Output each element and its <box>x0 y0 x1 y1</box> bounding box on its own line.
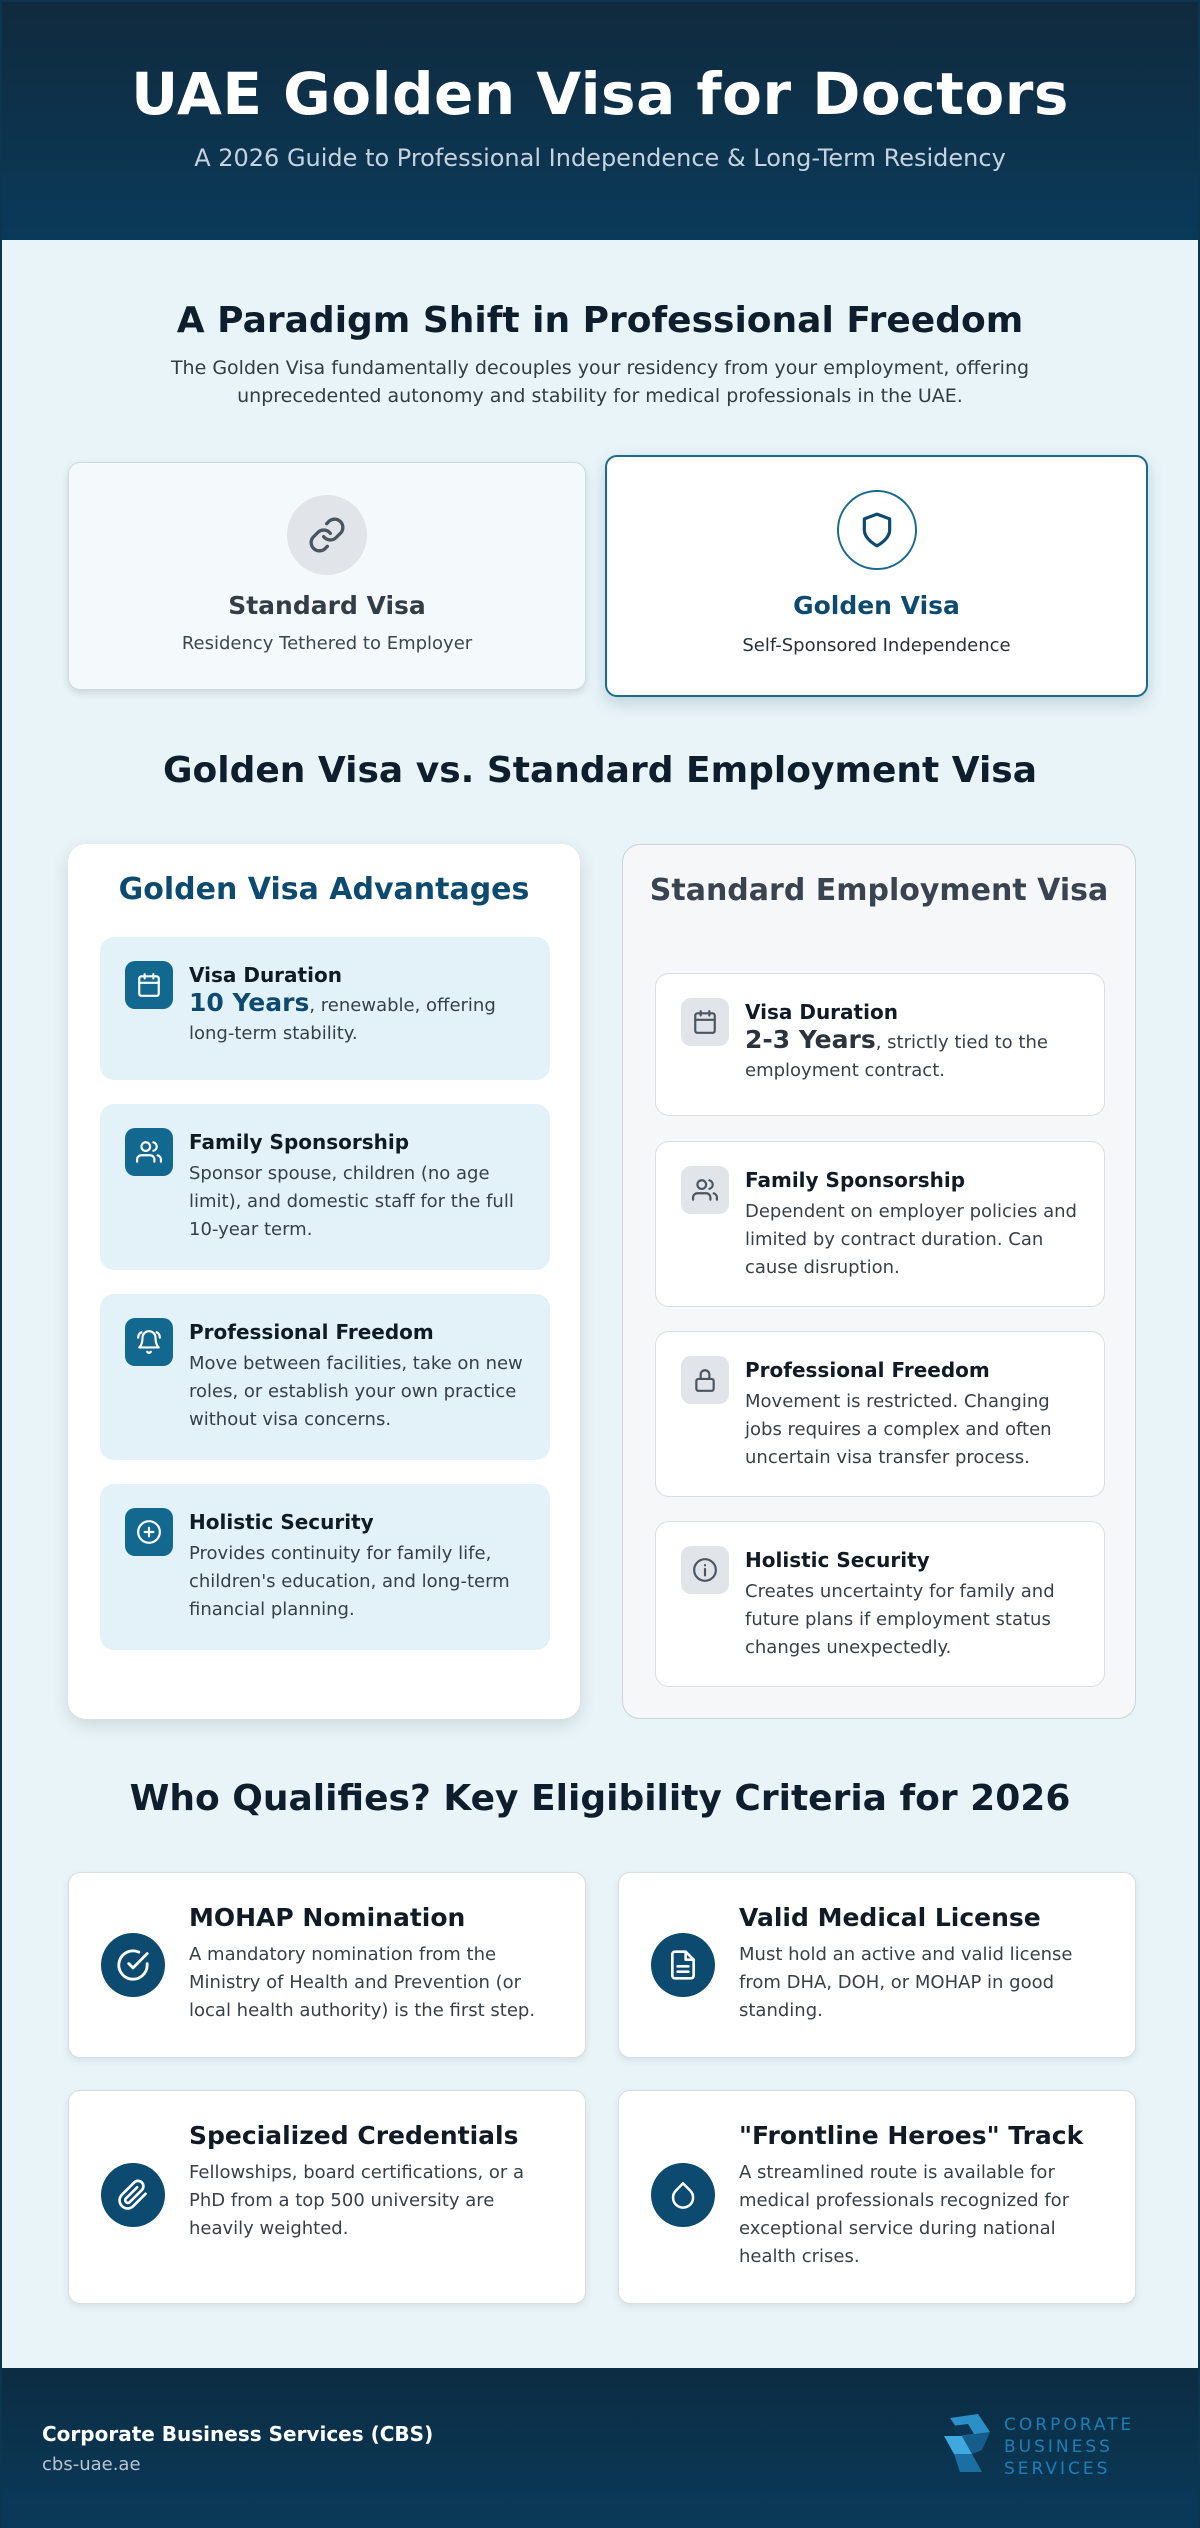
shield-icon <box>837 490 917 570</box>
eligibility-card-text: A mandatory nomination from the Ministry of Health and Prevention (or local health authority) is the first step. <box>189 1944 536 2021</box>
item-text <box>745 1026 1086 1085</box>
item-title: Family Sponsorship <box>745 1168 966 1192</box>
standard-visa-title: Standard Visa <box>228 591 426 620</box>
standard-item-family <box>655 1141 1105 1307</box>
standard-visa-subtitle: Residency Tethered to Employer <box>181 633 473 654</box>
eligibility-card-credentials <box>68 2090 586 2304</box>
footer-company: Corporate Business Services (CBS) <box>42 2422 434 2446</box>
link-icon <box>287 495 367 575</box>
logo-mark-icon <box>938 2414 996 2478</box>
golden-column-title: Golden Visa Advantages <box>118 872 530 907</box>
item-title: Visa Duration <box>745 1000 898 1024</box>
item-text: Movement is restricted. Changing jobs requires a complex and often uncertain visa transfer process. <box>745 1391 1052 1468</box>
company-logo <box>938 2412 1148 2484</box>
eligibility-card-text: Fellowships, board certifications, or a PhD from a top 500 university are heavily weighted. <box>189 2162 525 2239</box>
golden-visa-title: Golden Visa <box>793 591 960 620</box>
eligibility-card-license <box>618 1872 1136 2058</box>
droplet-icon <box>651 2163 715 2227</box>
golden-visa-card <box>605 455 1148 697</box>
paradigm-title: A Paradigm Shift in Professional Freedom <box>176 300 1024 341</box>
lock-icon <box>681 1356 729 1404</box>
item-title: Professional Freedom <box>745 1358 990 1382</box>
hero-header <box>2 2 1198 240</box>
eligibility-card-title: Valid Medical License <box>739 1903 1041 1932</box>
eligibility-card-text: A streamlined route is available for medical professionals recognized for exceptional service during national health crises. <box>739 2162 1070 2267</box>
paradigm-text: The Golden Visa fundamentally decouples your residency from your employment, offering unprecedented autonomy and stability for medical professionals in the UAE. <box>170 357 1030 407</box>
item-text: Move between facilities, take on new roles, or establish your own practice without visa concerns. <box>189 1353 523 1430</box>
item-title: Visa Duration <box>189 963 342 987</box>
eligibility-card-title: Specialized Credentials <box>189 2121 519 2150</box>
calendar-icon <box>125 961 173 1009</box>
item-title: Professional Freedom <box>189 1320 434 1344</box>
logo-wordmark <box>1004 2414 1134 2480</box>
eligibility-card-title: "Frontline Heroes" Track <box>739 2121 1084 2150</box>
eligibility-card-title: MOHAP Nomination <box>189 1903 466 1932</box>
golden-advantages-column <box>68 844 580 1719</box>
check-circle-icon <box>101 1933 165 1997</box>
duration-text: , strictly tied to the employment contract. <box>745 1032 1048 1081</box>
golden-item-family <box>100 1104 550 1270</box>
logo-word: CORPORATE <box>1004 2415 1135 2435</box>
users-icon <box>125 1128 173 1176</box>
calendar-icon <box>681 998 729 1046</box>
comparison-title: Golden Visa vs. Standard Employment Visa <box>162 750 1038 791</box>
golden-item-security <box>100 1484 550 1650</box>
golden-item-duration <box>100 937 550 1080</box>
duration-text: , renewable, offering long-term stability. <box>189 995 496 1044</box>
eligibility-card-frontline <box>618 2090 1136 2304</box>
page-title: UAE Golden Visa for Doctors <box>131 60 1069 128</box>
standard-visa-column <box>622 844 1136 1719</box>
logo-word: BUSINESS <box>1004 2437 1113 2457</box>
bell-icon <box>125 1318 173 1366</box>
paperclip-icon <box>101 2163 165 2227</box>
golden-visa-subtitle: Self-Sponsored Independence <box>742 635 1011 656</box>
eligibility-title: Who Qualifies? Key Eligibility Criteria for 2026 <box>129 1778 1071 1819</box>
logo-word: SERVICES <box>1004 2459 1111 2479</box>
info-icon <box>681 1546 729 1594</box>
footer-url[interactable]: cbs-uae.ae <box>42 2454 141 2475</box>
duration-highlight: 10 Years <box>189 988 310 1017</box>
item-text: Sponsor spouse, children (no age limit), and domestic staff for the full 10-year term. <box>189 1163 514 1240</box>
standard-item-freedom <box>655 1331 1105 1497</box>
item-text: Dependent on employer policies and limited by contract duration. Can cause disruption. <box>745 1201 1077 1278</box>
item-text: Creates uncertainty for family and future plans if employment status changes unexpectedly. <box>745 1581 1055 1658</box>
eligibility-card-text: Must hold an active and valid license from DHA, DOH, or MOHAP in good standing. <box>739 1944 1073 2021</box>
page-subtitle: A 2026 Guide to Professional Independence & Long-Term Residency <box>194 144 1006 172</box>
standard-column-title: Standard Employment Visa <box>649 873 1109 908</box>
eligibility-card-mohap <box>68 1872 586 2058</box>
item-text: Provides continuity for family life, children's education, and long-term financial planning. <box>189 1543 510 1620</box>
duration-highlight: 2-3 Years <box>745 1025 876 1054</box>
item-text <box>189 989 532 1048</box>
document-icon <box>651 1933 715 1997</box>
item-title: Holistic Security <box>189 1510 374 1534</box>
standard-visa-card <box>68 462 586 690</box>
plus-circle-icon <box>125 1508 173 1556</box>
footer <box>2 2368 1198 2528</box>
item-title: Holistic Security <box>745 1548 930 1572</box>
standard-item-duration <box>655 973 1105 1116</box>
users-icon <box>681 1166 729 1214</box>
golden-item-freedom <box>100 1294 550 1460</box>
item-title: Family Sponsorship <box>189 1130 410 1154</box>
standard-item-security <box>655 1521 1105 1687</box>
